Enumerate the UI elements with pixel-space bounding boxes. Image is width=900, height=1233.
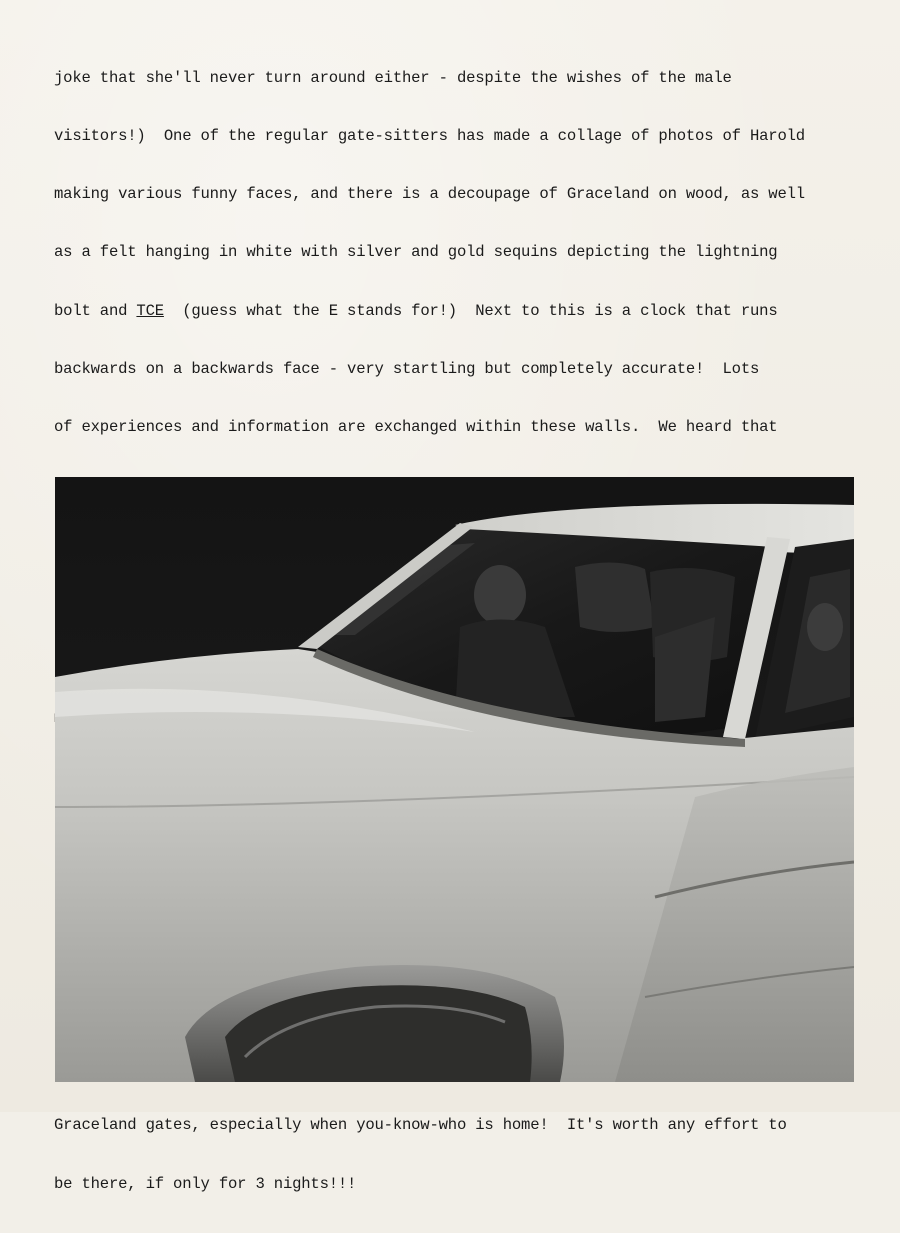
text-run: be there, if only for 3 nights!!! <box>54 1174 357 1193</box>
text-line <box>54 302 854 321</box>
text-run: making various funny faces, and there is a decoupage of Graceland on wood, as well <box>54 185 805 204</box>
text-line <box>54 1116 854 1135</box>
text-line <box>54 243 854 262</box>
text-run: visitors!) One of the regular gate-sitters has made a collage of photos of Harold <box>54 127 805 146</box>
text-line <box>54 360 854 379</box>
text-line <box>54 185 854 204</box>
text-run: joke that she'll never turn around either - despite the wishes of the male <box>54 68 732 87</box>
text-line <box>54 418 854 437</box>
text-run: Graceland gates, especially when you-know-who is home! It's worth any effort to <box>54 1116 787 1135</box>
text-run: backwards on a backwards face - very startling but completely accurate! Lots <box>54 359 760 378</box>
photo-illustration <box>55 477 854 1082</box>
text-line <box>54 69 854 88</box>
text-run: bolt and <box>54 301 137 320</box>
underlined-tce: TCE <box>136 301 164 320</box>
text-run: as a felt hanging in white with silver and gold sequins depicting the lightning <box>54 243 778 262</box>
text-run: of experiences and information are exchanged within these walls. We heard that <box>54 418 778 437</box>
text-line <box>54 1175 854 1194</box>
text-run: (guess what the E stands for!) Next to this is a clock that runs <box>163 301 778 320</box>
text-line <box>54 127 854 146</box>
car-windshield-photo <box>55 477 854 1082</box>
